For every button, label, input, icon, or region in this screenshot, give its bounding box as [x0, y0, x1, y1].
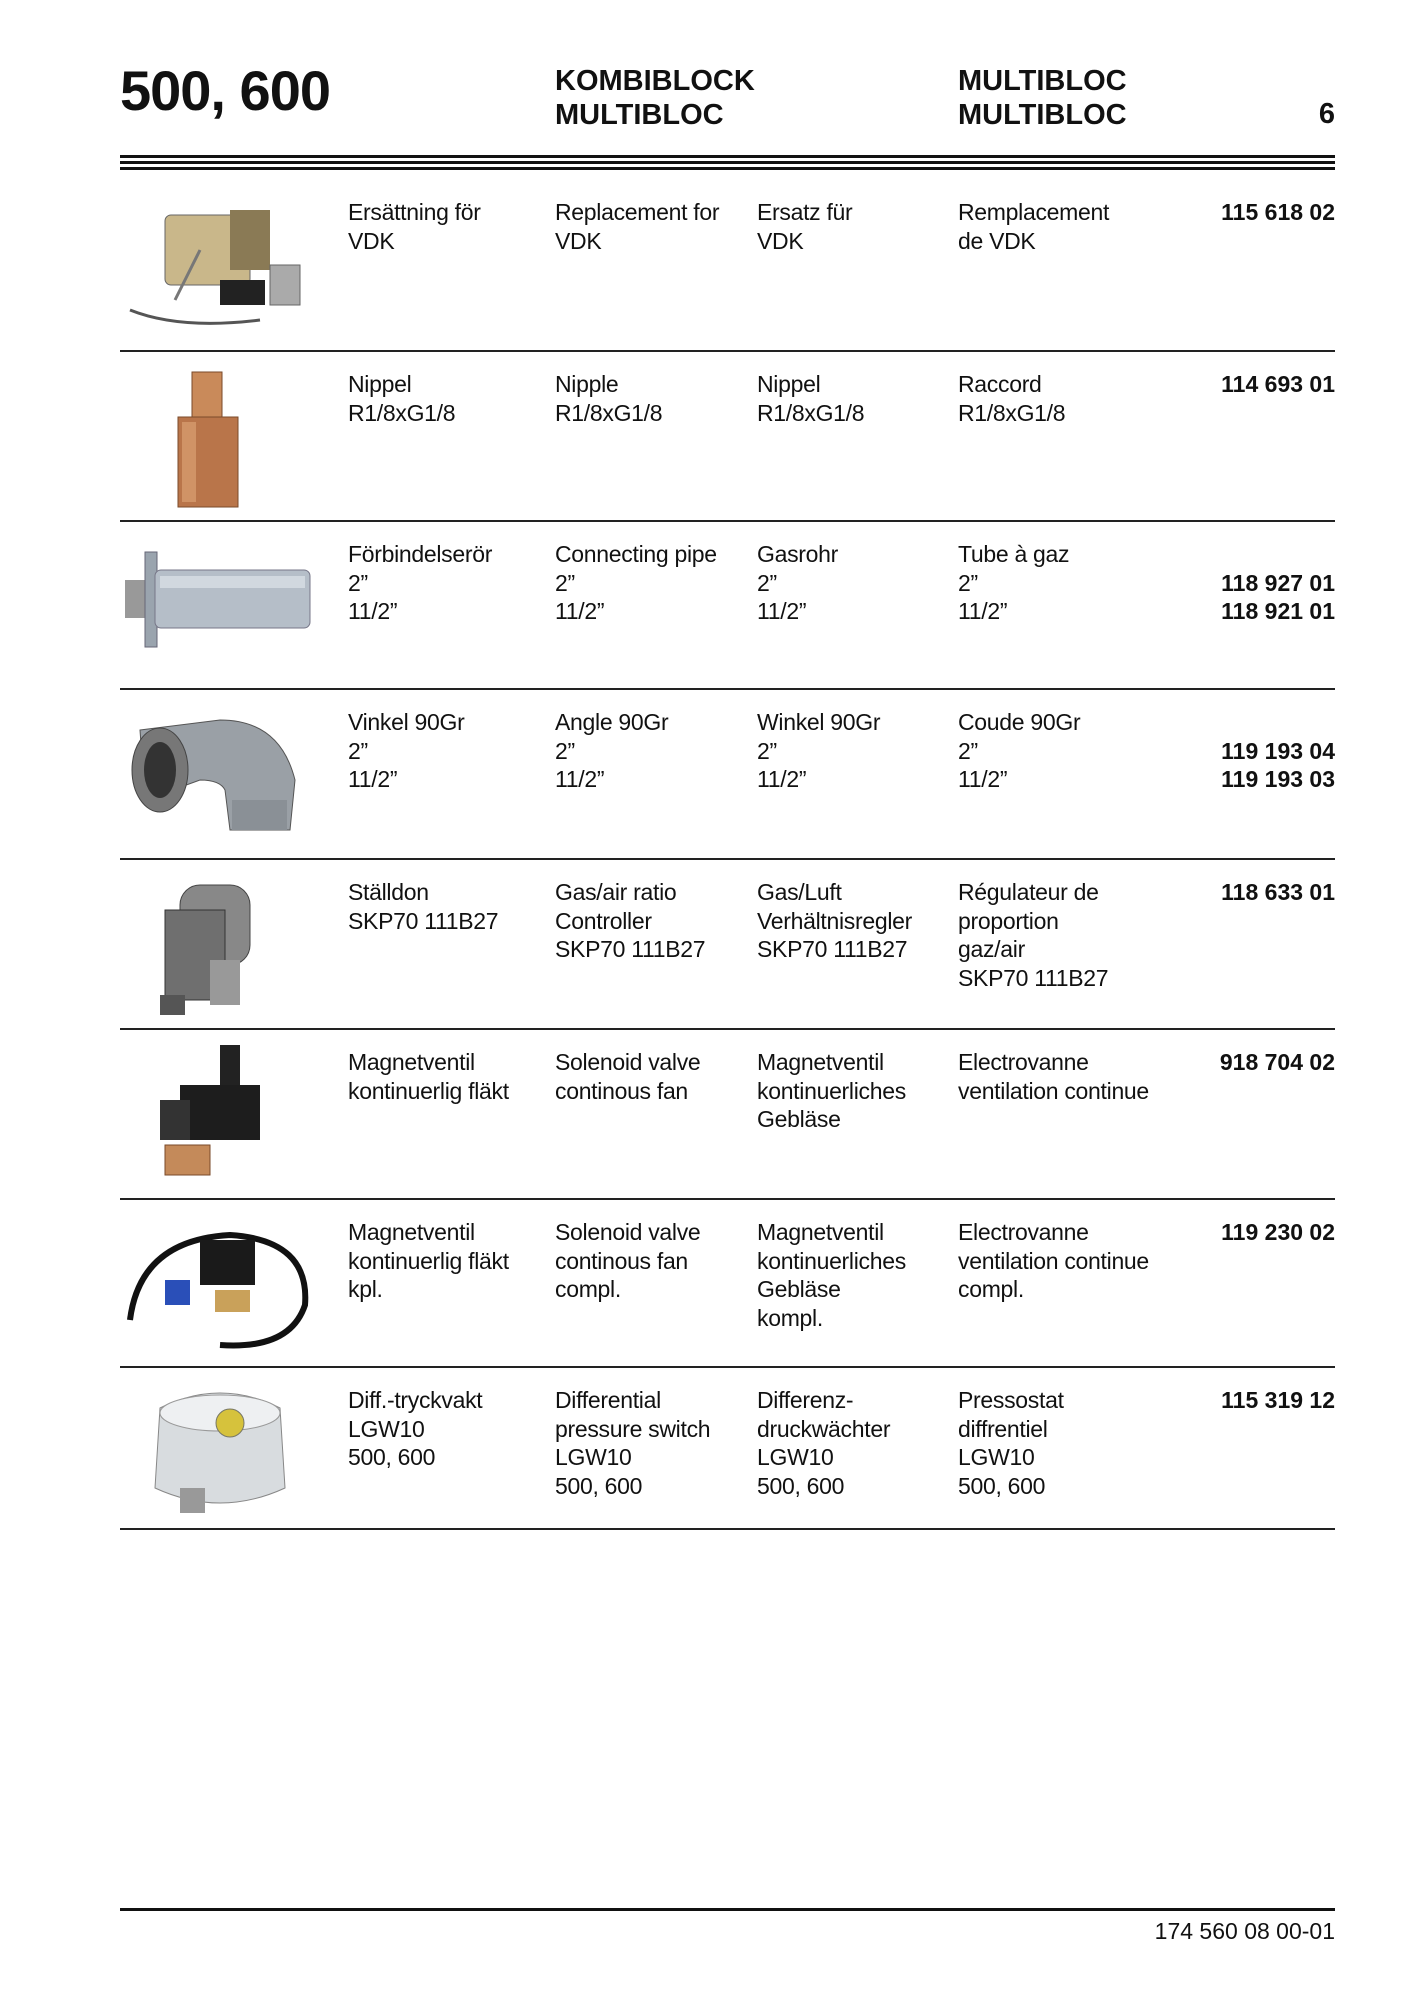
- description-line: Magnetventil: [348, 1219, 475, 1245]
- german-description: [757, 1218, 906, 1332]
- description-line: Nippel: [348, 371, 412, 397]
- description-line: LGW10: [757, 1444, 834, 1470]
- german-description: [757, 370, 864, 427]
- description-line: 500, 600: [757, 1472, 845, 1499]
- description-line: Remplacement: [958, 199, 1110, 225]
- description-line: pressure switch: [555, 1415, 711, 1442]
- part-number-value: 114 693 01: [1221, 371, 1335, 397]
- german-description: [757, 198, 852, 255]
- description-line: continous fan: [555, 1077, 688, 1104]
- description-line: LGW10: [348, 1415, 425, 1442]
- german-description: [757, 1386, 890, 1500]
- document-number: 174 560 08 00-01: [1154, 1918, 1335, 1944]
- description-line: proportion: [958, 907, 1059, 934]
- french-description: [958, 1048, 1149, 1105]
- description-line: druckwächter: [757, 1415, 891, 1442]
- swedish-description: [348, 708, 464, 794]
- description-line: Ställdon: [348, 879, 429, 905]
- description-line: 2”: [757, 737, 777, 764]
- part-number-value: 918 704 02: [1219, 1049, 1335, 1075]
- description-line: Differenz-: [757, 1387, 854, 1413]
- description-line: 2”: [958, 569, 978, 596]
- description-line: kompl.: [757, 1304, 823, 1331]
- description-line: Controller: [555, 907, 652, 934]
- part-number-value: 118 927 01: [1221, 569, 1335, 596]
- description-line: Gebläse: [757, 1276, 841, 1302]
- english-description: [555, 878, 705, 964]
- german-description: [757, 1048, 906, 1134]
- parts-table: [120, 180, 1335, 1530]
- description-line: Magnetventil: [348, 1049, 475, 1075]
- part-row: [120, 352, 1335, 522]
- description-line: VDK: [555, 227, 602, 254]
- description-line: Differential: [555, 1387, 661, 1413]
- description-line: 2”: [757, 569, 777, 596]
- description-line: 2”: [555, 569, 575, 596]
- footer-rule: [120, 1908, 1335, 1911]
- german-description: [757, 878, 912, 964]
- part-row: [120, 690, 1335, 860]
- description-line: Winkel 90Gr: [757, 709, 881, 735]
- description-line: kontinuerliches: [757, 1247, 906, 1274]
- description-line: Förbindelserör: [348, 541, 493, 567]
- description-line: diffrentiel: [958, 1415, 1048, 1442]
- swedish-description: [348, 1386, 482, 1472]
- part-number-value: 118 633 01: [1221, 879, 1335, 905]
- pressure-switch-image: [120, 1378, 330, 1528]
- description-line: Nipple: [555, 371, 619, 397]
- swedish-description: [348, 198, 481, 255]
- description-line: 500, 600: [958, 1472, 1046, 1499]
- description-line: Gasrohr: [757, 541, 838, 567]
- german-description: [757, 540, 838, 626]
- part-number-value: 118 921 01: [1221, 598, 1335, 624]
- description-line: R1/8xG1/8: [555, 399, 663, 426]
- english-description: [555, 1048, 700, 1105]
- description-line: 11/2”: [348, 598, 398, 624]
- english-description: [555, 708, 668, 794]
- description-line: 11/2”: [555, 766, 605, 792]
- part-number-value: 115 319 12: [1221, 1387, 1335, 1413]
- solenoid-kit-image: [120, 1210, 330, 1360]
- description-line: R1/8xG1/8: [958, 399, 1066, 426]
- description-line: Electrovanne: [958, 1219, 1089, 1245]
- description-line: 500, 600: [555, 1472, 643, 1499]
- actuator-image: [120, 870, 330, 1020]
- description-line: Magnetventil: [757, 1219, 884, 1245]
- description-line: VDK: [757, 227, 804, 254]
- description-line: 11/2”: [757, 766, 807, 792]
- description-line: Electrovanne: [958, 1049, 1089, 1075]
- description-line: Diff.-tryckvakt: [348, 1387, 483, 1413]
- description-line: 11/2”: [958, 598, 1008, 624]
- description-line: Tube à gaz: [958, 541, 1070, 567]
- part-row: [120, 180, 1335, 352]
- part-number-value: 119 230 02: [1221, 1219, 1335, 1245]
- english-description: [555, 1386, 710, 1500]
- french-description: [958, 370, 1065, 427]
- part-row: [120, 522, 1335, 690]
- solenoid-valve-image: [120, 1040, 330, 1190]
- description-line: 500, 600: [348, 1444, 436, 1470]
- gas-pipe-image: [120, 532, 330, 662]
- description-line: ventilation continue: [958, 1247, 1149, 1274]
- part-number: [1221, 1386, 1335, 1415]
- description-line: ventilation continue: [958, 1077, 1149, 1104]
- english-description: [555, 540, 717, 626]
- description-line: Ersättning för: [348, 199, 481, 225]
- german-description: [757, 708, 880, 794]
- description-line: 11/2”: [348, 766, 398, 792]
- description-line: SKP70 111B27: [958, 964, 1109, 991]
- part-number: [1220, 1048, 1335, 1077]
- description-line: R1/8xG1/8: [348, 399, 456, 426]
- description-line: Solenoid valve: [555, 1219, 701, 1245]
- description-line: Coude 90Gr: [958, 709, 1081, 735]
- french-description: [958, 878, 1108, 992]
- header-rule: [120, 155, 1335, 173]
- description-line: Raccord: [958, 371, 1042, 397]
- part-row: [120, 1030, 1335, 1200]
- english-description: [555, 1218, 700, 1304]
- description-line: Gas/air ratio: [555, 879, 677, 905]
- header-column-a: [555, 64, 755, 132]
- description-line: continous fan: [555, 1247, 688, 1274]
- description-line: Nippel: [757, 371, 821, 397]
- description-line: Solenoid valve: [555, 1049, 701, 1075]
- description-line: VDK: [348, 227, 395, 254]
- english-description: [555, 198, 719, 255]
- swedish-description: [348, 878, 498, 935]
- description-line: Angle 90Gr: [555, 709, 669, 735]
- part-number: [1221, 569, 1335, 626]
- header-b-line-2: MULTIBLOC: [958, 99, 1127, 131]
- description-line: Magnetventil: [757, 1049, 884, 1075]
- part-number-value: 119 193 04: [1221, 737, 1335, 764]
- swedish-description: [348, 540, 492, 626]
- description-line: Connecting pipe: [555, 541, 717, 567]
- english-description: [555, 370, 662, 427]
- part-row: [120, 1200, 1335, 1368]
- part-number: [1221, 878, 1335, 907]
- description-line: Pressostat: [958, 1387, 1064, 1413]
- part-number: [1221, 370, 1335, 399]
- description-line: SKP70 111B27: [555, 936, 706, 962]
- description-line: R1/8xG1/8: [757, 399, 865, 426]
- description-line: Replacement for: [555, 199, 720, 225]
- part-number: [1221, 1218, 1335, 1247]
- page-number: 6: [1318, 98, 1335, 130]
- swedish-description: [348, 1048, 509, 1105]
- description-line: kontinuerlig fläkt: [348, 1077, 509, 1104]
- french-description: [958, 198, 1109, 255]
- description-line: kpl.: [348, 1276, 383, 1302]
- description-line: 2”: [348, 737, 368, 764]
- description-line: gaz/air: [958, 936, 1025, 962]
- elbow-image: [120, 700, 330, 840]
- part-row: [120, 860, 1335, 1030]
- swedish-description: [348, 370, 455, 427]
- description-line: SKP70 111B27: [348, 907, 499, 934]
- description-line: Vinkel 90Gr: [348, 709, 465, 735]
- description-line: kontinuerlig fläkt: [348, 1247, 509, 1274]
- description-line: SKP70 111B27: [757, 936, 908, 962]
- part-number: [1221, 198, 1335, 227]
- description-line: 2”: [958, 737, 978, 764]
- description-line: 11/2”: [555, 598, 605, 624]
- description-line: LGW10: [555, 1444, 632, 1470]
- description-line: Régulateur de: [958, 879, 1099, 905]
- part-number-value: 119 193 03: [1221, 766, 1335, 792]
- description-line: 2”: [555, 737, 575, 764]
- description-line: Gas/Luft: [757, 879, 842, 905]
- header-column-b: [958, 64, 1127, 132]
- header-a-line-2: MULTIBLOC: [555, 99, 724, 131]
- model-title: 500, 600: [120, 59, 330, 122]
- description-line: compl.: [555, 1276, 621, 1302]
- description-line: kontinuerliches: [757, 1077, 906, 1104]
- description-line: Verhältnisregler: [757, 907, 913, 934]
- description-line: compl.: [958, 1276, 1024, 1302]
- header-a-line-1: KOMBIBLOCK: [555, 65, 755, 97]
- description-line: 2”: [348, 569, 368, 596]
- description-line: LGW10: [958, 1444, 1035, 1470]
- french-description: [958, 540, 1069, 626]
- vdk-kit-image: [120, 190, 330, 335]
- swedish-description: [348, 1218, 509, 1304]
- part-row: [120, 1368, 1335, 1530]
- french-description: [958, 1218, 1149, 1304]
- description-line: Gebläse: [757, 1106, 841, 1132]
- part-number: [1221, 737, 1335, 794]
- nipple-image: [120, 362, 330, 512]
- description-line: 11/2”: [757, 598, 807, 624]
- part-number-value: 115 618 02: [1221, 199, 1335, 225]
- french-description: [958, 708, 1080, 794]
- header-b-line-1: MULTIBLOC: [958, 65, 1127, 97]
- description-line: Ersatz für: [757, 199, 853, 225]
- french-description: [958, 1386, 1064, 1500]
- description-line: 11/2”: [958, 766, 1008, 792]
- description-line: de VDK: [958, 227, 1036, 254]
